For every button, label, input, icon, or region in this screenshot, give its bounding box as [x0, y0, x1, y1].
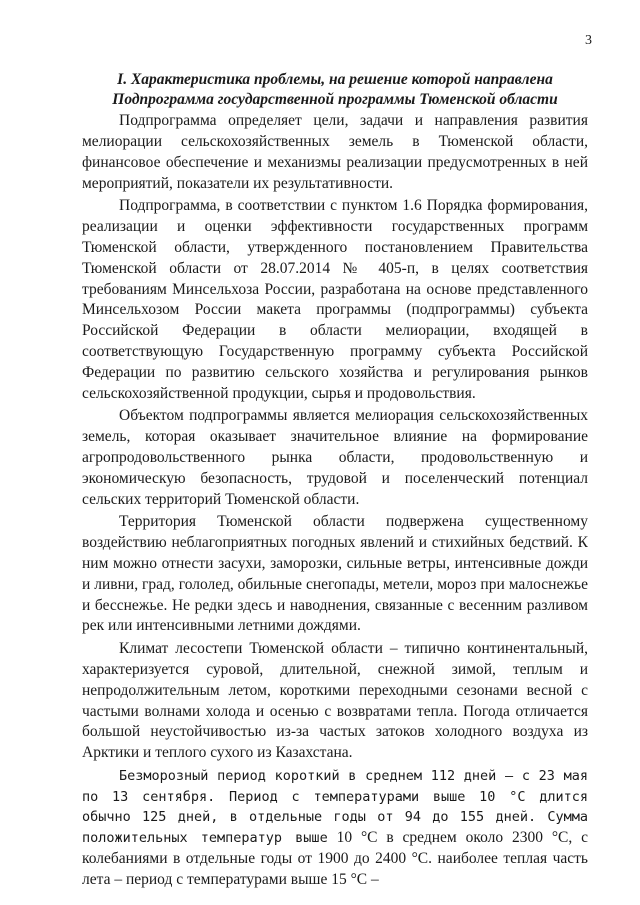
paragraph-4: Территория Тюменской области подвержена существенному воздействию неблагоприятных погодных явлений и стихийных бедствий. К ним можно отнести засухи, заморозки, сильные ветры, интенсивные дожди и ливни, град, гололед, обильные снегопады, метели, мороз при малоснежье и бесснежье. Не редки здесь и наводнения, связанные с весенним разливом рек или интенсивными летними дождями.: [82, 513, 588, 635]
section-title-line-1: I. Характеристика проблемы, на решение которой направлена: [117, 71, 553, 88]
paragraph-6: [82, 766, 588, 891]
page-number: 3: [585, 33, 592, 48]
paragraph-6-typed-part: Безморозный период короткий в среднем 112 дней – с 23 мая по 13 сентября. Период с температурами выше 10 °С длится обычно 125 дней, в отдельные годы от 94 до 155 дней. Сумма положительных температур выше: [82, 767, 588, 847]
section-title-line-2: Подпрограмма государственной программы Тюменской области: [112, 90, 558, 108]
paragraph-6-serif-part: 10 °С в среднем около 2300 °С, с колебаниями в отдельные годы от 1900 до 2400 °С. наиболее теплая часть лета – период с температурами выше 15 °С –: [82, 829, 589, 888]
paragraph-2: Подпрограмма, в соответствии с пунктом 1.6 Порядка формирования, реализации и оценки эффективности государственных программ Тюменской области, утвержденного постановлением Правительства Тюменской области от 28.07.2014 № 405-п, в целях соответствия требованиям Минсельхоза России, разработана на основе представленного Минсельхозом России макета программы (подпрограммы) субъекта Российской Федерации в области мелиорации, входящей в соответствующую Государственную программу субъекта Российской Федерации по развитию сельского хозяйства и регулирования рынков сельскохозяйственной продукции, сырья и продовольствия.: [82, 197, 588, 402]
paragraph-1: Подпрограмма определяет цели, задачи и направления развития мелиорации сельскохозяйственных земель в Тюменской области, финансовое обеспечение и механизмы реализации предусмотренных в ней мероприятий, показатели их результативности.: [82, 112, 588, 192]
paragraph-5: Климат лесостепи Тюменской области – типично континентальный, характеризуется суровой, длительной, снежной зимой, теплым и непродолжительным летом, короткими переходными сезонами весной с частыми волнами холода и осенью с возвратами тепла. Погода отличается большой неустойчивостью из-за частых затоков холодного воздуха из Арктики и теплого сухого из Казахстана.: [82, 640, 588, 762]
section-title: [82, 70, 588, 109]
paragraph-3: Объектом подпрограммы является мелиорация сельскохозяйственных земель, которая оказывает значительное влияние на формирование агропродовольственного рынка области, продовольственную и экономическую безопасность, трудовой и поселенческий потенциал сельских территорий Тюменской области.: [82, 407, 588, 508]
